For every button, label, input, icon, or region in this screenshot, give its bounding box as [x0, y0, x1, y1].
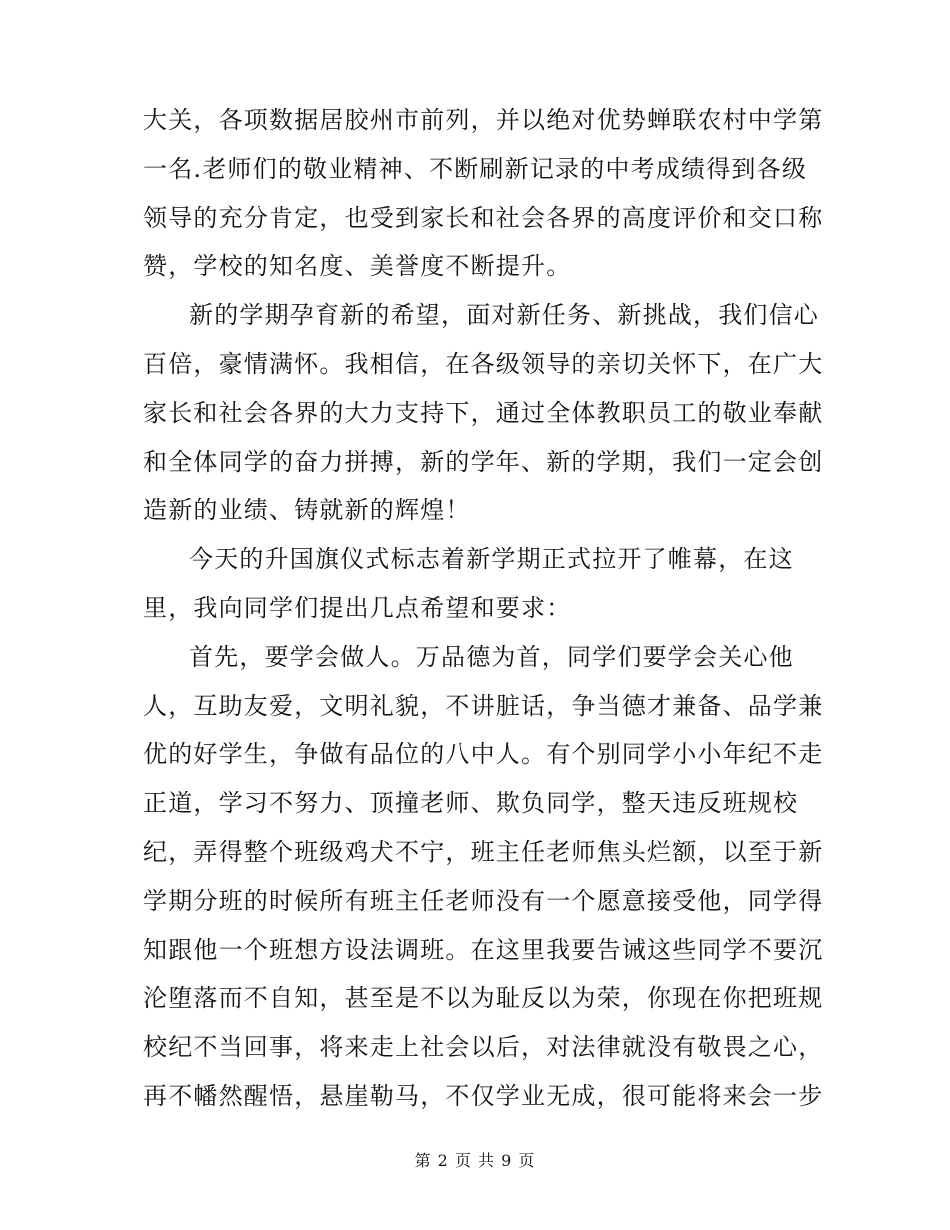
- text-line: 家长和社会各界的大力支持下，通过全体教职员工的敬业奉献: [143, 398, 824, 427]
- document-body: [143, 96, 823, 1121]
- text-line: 里，我向同学们提出几点希望和要求：: [143, 593, 572, 622]
- paragraph-start-line: 新的学期孕育新的希望，面对新任务、新挑战，我们信心: [189, 301, 819, 330]
- text-line: 人，互助友爱，文明礼貌，不讲脏话，争当德才兼备、品学兼: [143, 691, 824, 720]
- text-line: 再不幡然醒悟，悬崖勒马，不仅学业无成，很可能将来会一步: [143, 1081, 824, 1110]
- text-line: 造新的业绩、铸就新的辉煌！: [143, 496, 471, 525]
- text-line: 领导的充分肯定，也受到家长和社会各界的高度评价和交口称: [143, 203, 824, 232]
- text-line: 和全体同学的奋力拼搏，新的学年、新的学期，我们一定会创: [143, 447, 824, 476]
- text-line: 知跟他一个班想方设法调班。在这里我要告诫这些同学不要沉: [143, 935, 824, 964]
- text-line: 优的好学生，争做有品位的八中人。有个别同学小小年纪不走: [143, 740, 824, 769]
- text-line: 一名.老师们的敬业精神、不断刷新记录的中考成绩得到各级: [143, 154, 808, 183]
- text-line: 正道，学习不努力、顶撞老师、欺负同学，整天违反班规校: [143, 789, 799, 818]
- text-line: 沦堕落而不自知，甚至是不以为耻反以为荣，你现在你把班规: [143, 984, 824, 1013]
- text-line: 纪，弄得整个班级鸡犬不宁，班主任老师焦头烂额，以至于新: [143, 837, 824, 866]
- paragraph-start-line: 首先，要学会做人。万品德为首，同学们要学会关心他: [189, 642, 794, 671]
- page-number-footer: 第 2 页 共 9 页: [414, 1151, 536, 1170]
- text-line: 赞，学校的知名度、美誉度不断提升。: [143, 252, 572, 281]
- text-line: 大关，各项数据居胶州市前列，并以绝对优势蝉联农村中学第: [143, 106, 824, 134]
- text-line: 学期分班的时候所有班主任老师没有一个愿意接受他，同学得: [143, 886, 824, 915]
- text-line: 校纪不当回事，将来走上社会以后，对法律就没有敬畏之心，: [143, 1033, 824, 1062]
- text-line: 百倍，豪情满怀。我相信，在各级领导的亲切关怀下，在广大: [143, 349, 824, 378]
- paragraph-start-line: 今天的升国旗仪式标志着新学期正式拉开了帷幕，在这: [189, 545, 794, 574]
